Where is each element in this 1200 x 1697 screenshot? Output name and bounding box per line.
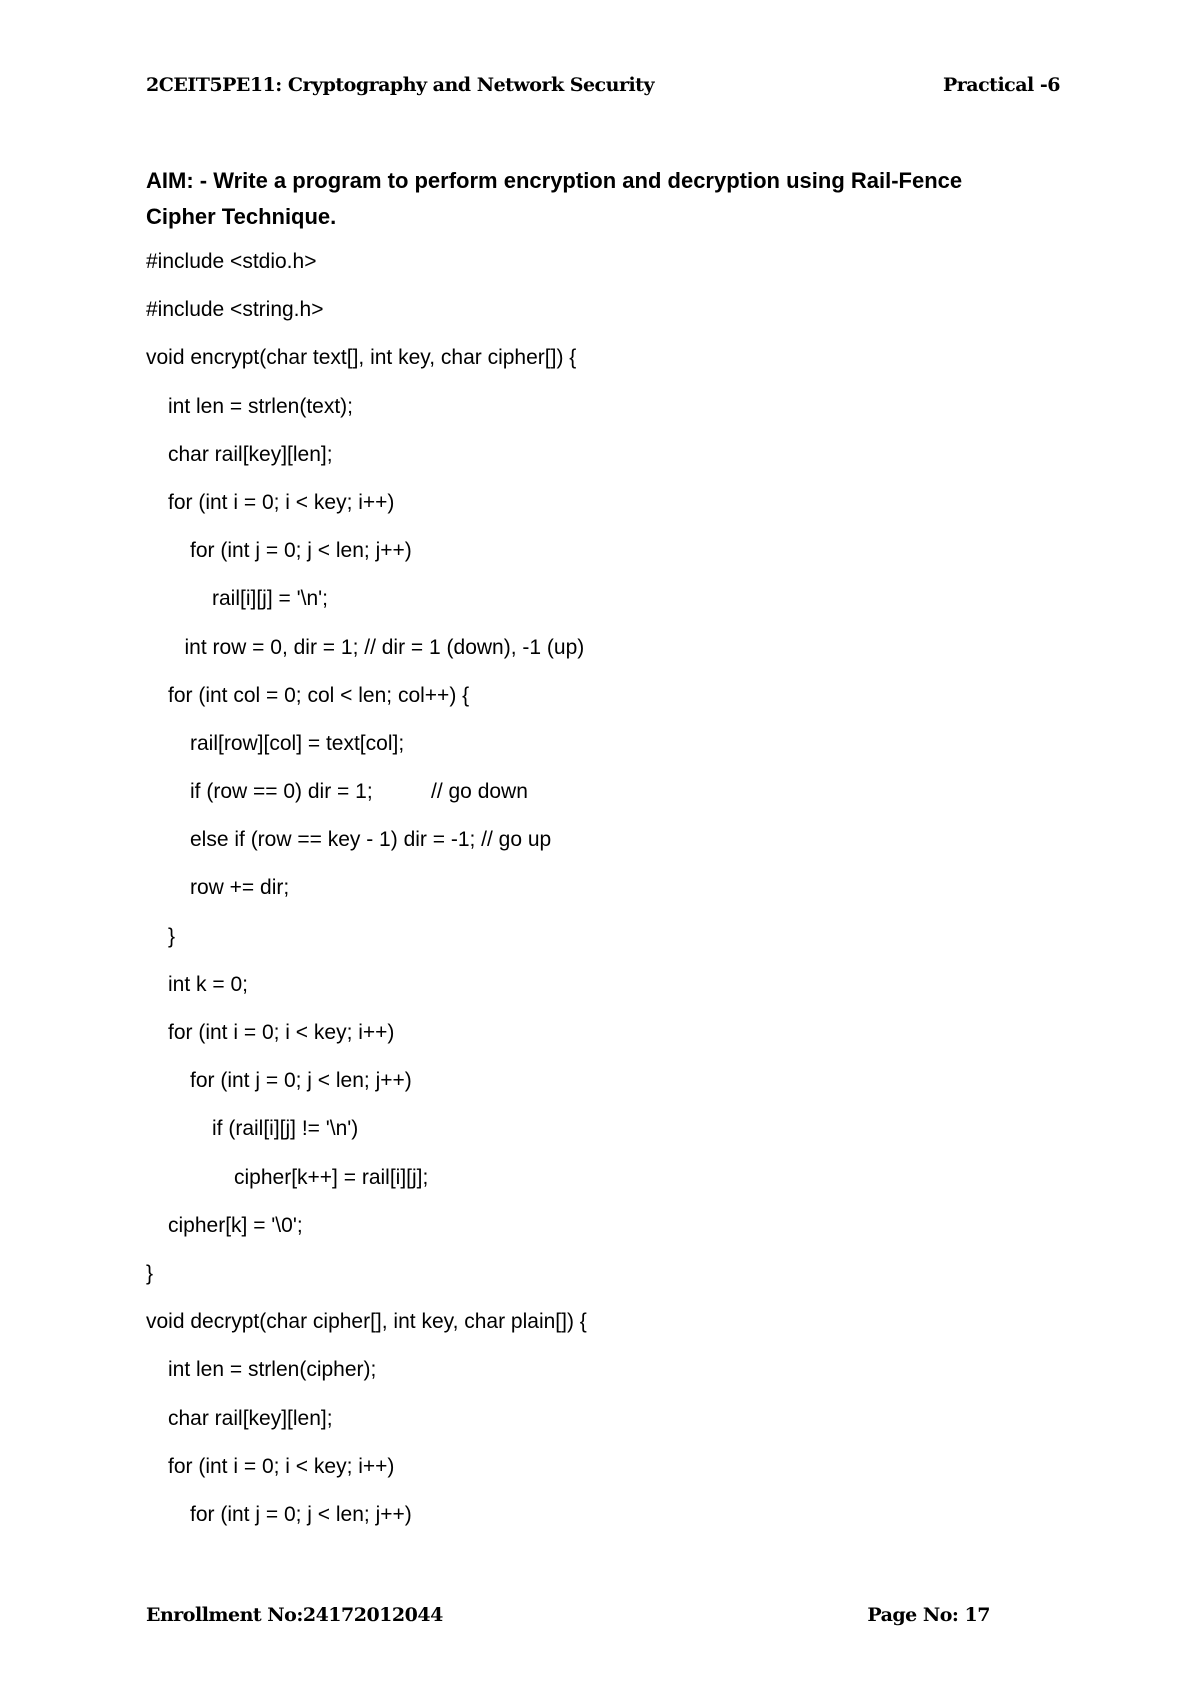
code-line: #include <string.h> <box>146 298 324 322</box>
code-line: cipher[k] = '\0'; <box>168 1213 303 1237</box>
footer-page-number: Page No: 17 <box>867 1604 990 1626</box>
code-line: for (int j = 0; j < len; j++) <box>190 1069 412 1093</box>
code-line: } <box>168 924 176 948</box>
code-line: rail[row][col] = text[col]; <box>190 731 405 755</box>
code-line: if (rail[i][j] != '\n') <box>212 1117 359 1141</box>
code-line: for (int j = 0; j < len; j++) <box>190 539 412 563</box>
code-line: int row = 0, dir = 1; // dir = 1 (down), -1 (up) <box>184 635 585 659</box>
code-line: if (row == 0) dir = 1; // go down <box>190 780 528 804</box>
code-line: rail[i][j] = '\n'; <box>212 587 328 611</box>
code-line: int len = strlen(cipher); <box>168 1358 377 1382</box>
code-line: row += dir; <box>190 876 290 900</box>
code-line: char rail[key][len]; <box>168 1406 333 1430</box>
code-line: void decrypt(char cipher[], int key, char plain[]) { <box>146 1310 587 1334</box>
code-line: for (int i = 0; i < key; i++) <box>168 1454 395 1478</box>
header-course-title: 2CEIT5PE11: Cryptography and Network Security <box>146 74 654 96</box>
code-line: for (int col = 0; col < len; col++) { <box>168 683 470 707</box>
code-line: #include <stdio.h> <box>146 250 317 273</box>
footer-enrollment-number: Enrollment No:24172012044 <box>146 1604 443 1626</box>
code-line: for (int i = 0; i < key; i++) <box>168 490 395 514</box>
code-line: for (int j = 0; j < len; j++) <box>190 1502 412 1526</box>
aim-line-2: Cipher Technique. <box>146 204 337 229</box>
code-line: for (int i = 0; i < key; i++) <box>168 1021 395 1044</box>
code-line: char rail[key][len]; <box>168 442 333 466</box>
aim-line-1: AIM: - Write a program to perform encryption and decryption using Rail-Fence <box>146 168 963 193</box>
code-line: void encrypt(char text[], int key, char cipher[]) { <box>146 346 577 370</box>
code-listing <box>146 248 1106 1549</box>
code-line: } <box>146 1261 154 1285</box>
code-line: int k = 0; <box>168 972 248 996</box>
code-line: int len = strlen(text); <box>168 394 353 418</box>
code-line: cipher[k++] = rail[i][j]; <box>234 1165 429 1189</box>
code-line: else if (row == key - 1) dir = -1; // go up <box>190 828 552 852</box>
aim-heading <box>146 163 1066 235</box>
header-practical-number: Practical -6 <box>943 74 1060 96</box>
